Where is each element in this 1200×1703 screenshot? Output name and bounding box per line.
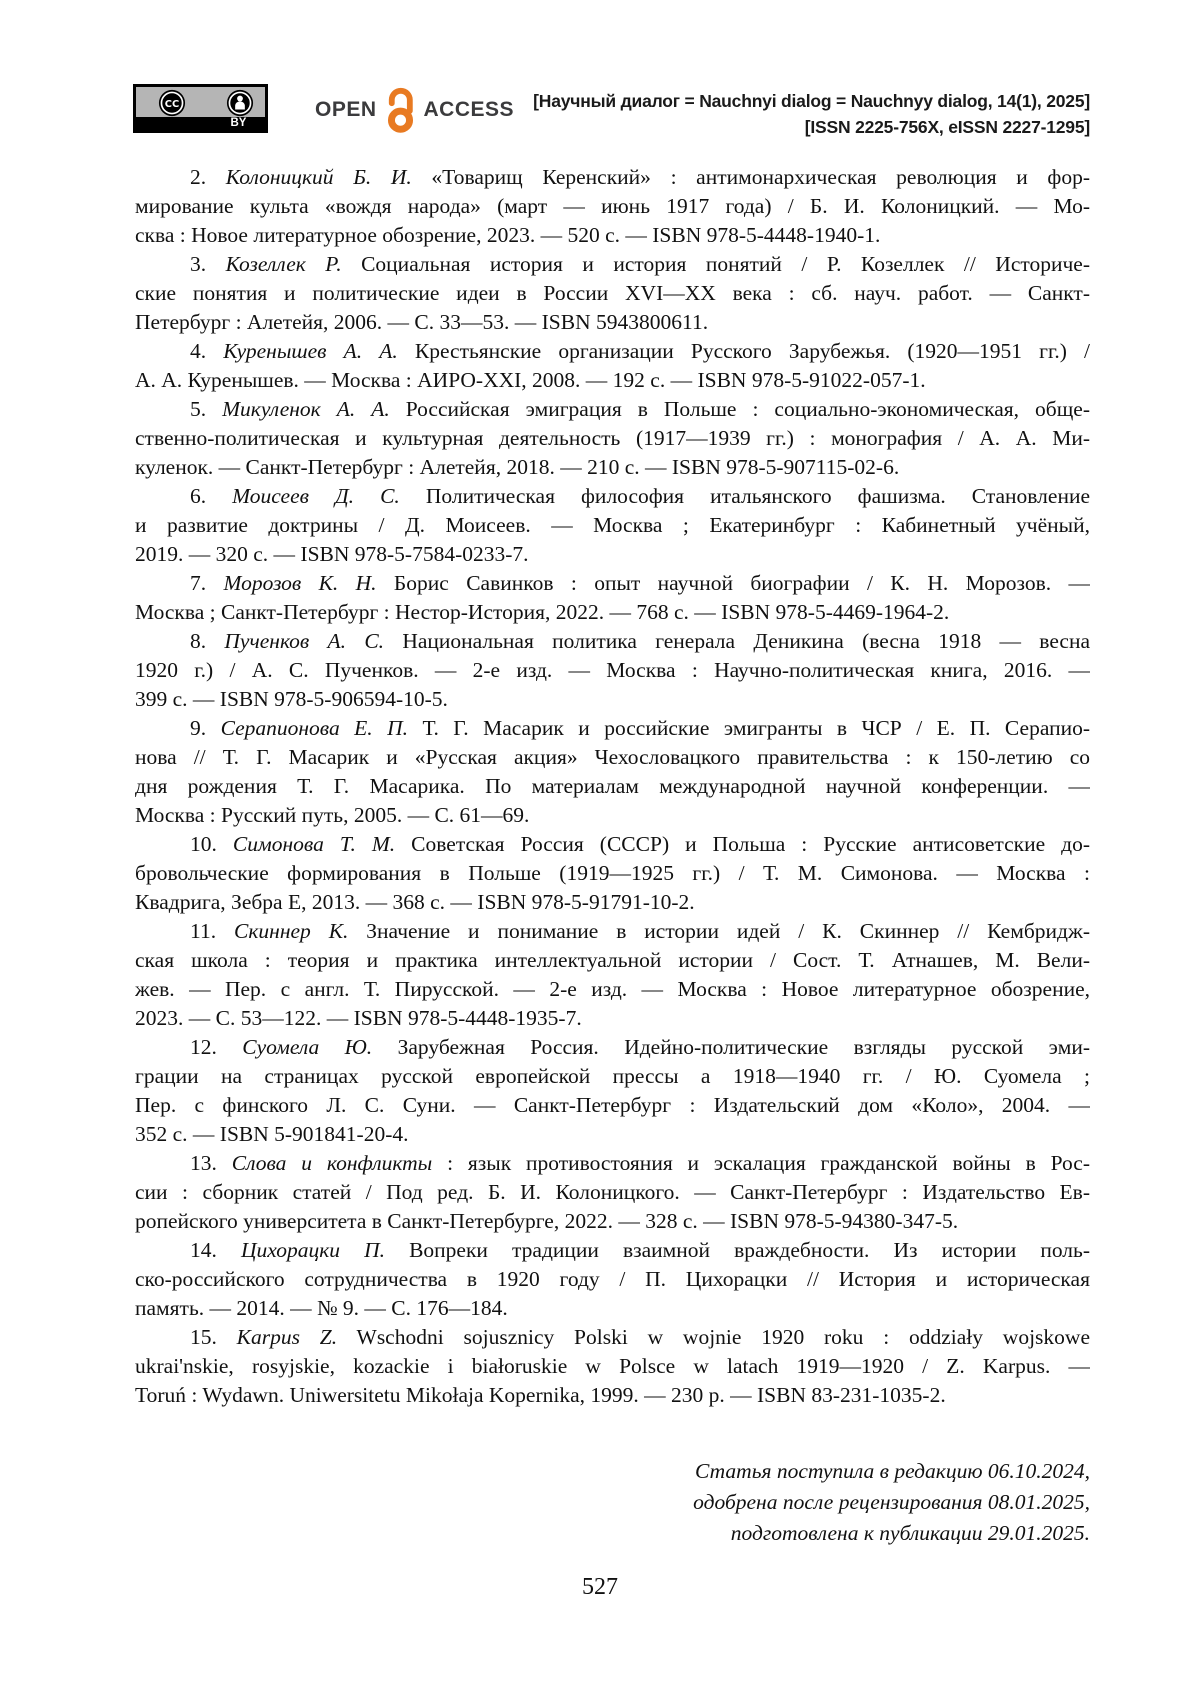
reference-line: жев. — Пер. с англ. Т. Пирусской. — 2-е изд. — Москва : Новое литературное обозрение, xyxy=(135,977,1090,1001)
reference-line xyxy=(135,1033,1090,1062)
reference-author: Серапионова Е. П. xyxy=(220,716,409,740)
reference-author: Моисеев Д. С. xyxy=(232,484,400,508)
reference-entry xyxy=(135,1323,1090,1410)
reference-line: куленок. — Санкт-Петербург : Алетейя, 2018. — 210 с. — ISBN 978-5-907115-02-6. xyxy=(135,455,900,479)
cc-circle-icon xyxy=(158,89,186,117)
reference-entry xyxy=(135,482,1090,569)
article-dates xyxy=(135,1456,1090,1549)
reference-author: Козеллек Р. xyxy=(225,252,342,276)
reference-line: Пер. с финского Л. С. Суни. — Санкт-Петербург : Издательский дом «Коло», 2004. — xyxy=(135,1093,1090,1117)
reference-line: и развитие доктрины / Д. Моисеев. — Москва ; Екатеринбург : Кабинетный учёный, xyxy=(135,513,1090,537)
reference-line xyxy=(135,714,1090,743)
reference-line xyxy=(135,482,1090,511)
reference-author: Куренышев А. А. xyxy=(223,339,398,363)
reference-line: Toruń : Wydawn. Uniwersitetu Mikołaja Kopernika, 1999. — 230 p. — ISBN 83-231-1035-2. xyxy=(135,1383,946,1407)
reference-text: Российская эмиграция в Польше : социально-экономическая, обще- xyxy=(389,397,1090,421)
reference-author: Слова и конфликты xyxy=(231,1151,433,1175)
reference-line: ско-российского сотрудничества в 1920 году / П. Цихорацки // История и историческая xyxy=(135,1267,1090,1291)
reference-number: 7. xyxy=(190,571,224,595)
reference-line xyxy=(135,337,1090,366)
reference-text: «Товарищ Керенский» : антимонархическая революция и фор- xyxy=(411,165,1090,189)
reference-line xyxy=(135,917,1090,946)
reference-number: 14. xyxy=(190,1238,241,1262)
reference-line: сии : сборник статей / Под ред. Б. И. Колоницкого. — Санкт-Петербург : Издательство Ев- xyxy=(135,1180,1090,1204)
reference-line xyxy=(135,1323,1090,1352)
open-padlock-icon xyxy=(384,87,417,133)
cc-badge-icons xyxy=(136,89,265,117)
reference-line: 399 с. — ISBN 978-5-906594-10-5. xyxy=(135,687,448,711)
page-number: 527 xyxy=(582,1574,618,1600)
reference-line xyxy=(135,830,1090,859)
person-icon xyxy=(226,89,254,117)
reference-text: Национальная политика генерала Деникина (весна 1918 — весна xyxy=(384,629,1090,653)
reference-line: мирование культа «вождя народа» (март — июнь 1917 года) / Б. И. Колоницкий. — Мо- xyxy=(135,194,1090,218)
reference-entry xyxy=(135,337,1090,395)
cc-by-license-badge xyxy=(133,84,268,133)
reference-line xyxy=(135,1149,1090,1178)
reference-author: Морозов К. Н. xyxy=(223,571,377,595)
reference-author: Симонова Т. М. xyxy=(232,832,396,856)
reference-author: Скиннер К. xyxy=(234,919,349,943)
reference-number: 9. xyxy=(190,716,221,740)
reference-line: Петербург : Алетейя, 2006. — С. 33—53. — ISBN 5943800611. xyxy=(135,310,709,334)
reference-entry xyxy=(135,714,1090,830)
reference-line: ропейского университета в Санкт-Петербурге, 2022. — 328 с. — ISBN 978-5-94380-347-5. xyxy=(135,1209,959,1233)
reference-line xyxy=(135,395,1090,424)
reference-line: 2023. — С. 53—122. — ISBN 978-5-4448-1935-7. xyxy=(135,1006,582,1030)
reference-line xyxy=(135,627,1090,656)
reference-text: Советская Россия (СССР) и Польша : Русские антисоветские до- xyxy=(395,832,1090,856)
open-access-logo xyxy=(315,86,514,134)
reference-author: Микуленок А. А. xyxy=(222,397,390,421)
reference-text: Вопреки традиции взаимной враждебности. Из истории поль- xyxy=(385,1238,1090,1262)
reference-number: 4. xyxy=(190,339,224,363)
journal-header xyxy=(533,88,1090,140)
reference-line: нова // Т. Г. Масарик и «Русская акция» Чехословацкого правительства : к 150-летию со xyxy=(135,745,1090,769)
reference-number: 15. xyxy=(190,1325,237,1349)
date-received: Статья поступила в редакцию 06.10.2024, xyxy=(694,1459,1090,1483)
reference-text: Значение и понимание в истории идей / К. Скиннер // Кембридж- xyxy=(348,919,1090,943)
reference-entry xyxy=(135,569,1090,627)
open-access-word-open: OPEN xyxy=(315,98,377,121)
reference-author: Колоницкий Б. И. xyxy=(225,165,412,189)
reference-number: 3. xyxy=(190,252,226,276)
references-list xyxy=(135,163,1090,1410)
reference-text: Борис Савинков : опыт научной биографии / К. Н. Морозов. — xyxy=(376,571,1090,595)
reference-line: Москва ; Санкт-Петербург : Нестор-История, 2022. — 768 с. — ISBN 978-5-4469-1964-2. xyxy=(135,600,950,624)
date-approved: одобрена после рецензирования 08.01.2025, xyxy=(693,1490,1090,1514)
date-prepared: подготовлена к публикации 29.01.2025. xyxy=(730,1521,1090,1545)
reference-number: 5. xyxy=(190,397,223,421)
reference-line: Москва : Русский путь, 2005. — С. 61—69. xyxy=(135,803,530,827)
reference-number: 10. xyxy=(190,832,233,856)
reference-line: ские понятия и политические идеи в России XVI—XX века : сб. науч. работ. — Санкт- xyxy=(135,281,1090,305)
journal-issn-line: [ISSN 2225-756X, eISSN 2227-1295] xyxy=(804,117,1090,137)
reference-number: 12. xyxy=(190,1035,243,1059)
reference-entry xyxy=(135,250,1090,337)
reference-line xyxy=(135,569,1090,598)
reference-author: Karpus Z. xyxy=(236,1325,338,1349)
reference-entry xyxy=(135,1033,1090,1149)
reference-text: Т. Г. Масарик и российские эмигранты в ЧСР / Е. П. Серапио- xyxy=(408,716,1090,740)
reference-text: Крестьянские организации Русского Зарубежья. (1920—1951 гг.) / xyxy=(397,339,1090,363)
reference-entry xyxy=(135,917,1090,1033)
reference-author: Цихорацки П. xyxy=(240,1238,386,1262)
reference-text: Зарубежная Россия. Идейно-политические взгляды русской эми- xyxy=(372,1035,1090,1059)
reference-entry xyxy=(135,1149,1090,1236)
reference-text: Социальная история и история понятий / Р. Козеллек // Историче- xyxy=(341,252,1090,276)
open-access-word-access: ACCESS xyxy=(423,98,515,121)
reference-line: ская школа : теория и практика интеллектуальной истории / Сост. Т. Атнашев, М. Вели- xyxy=(135,948,1090,972)
reference-number: 2. xyxy=(190,165,226,189)
reference-line: Квадрига, Зебра Е, 2013. — 368 с. — ISBN 978-5-91791-10-2. xyxy=(135,890,695,914)
reference-entry xyxy=(135,830,1090,917)
reference-line: ственно-политическая и культурная деятельность (1917—1939 гг.) : монография / А. А. Ми- xyxy=(135,426,1090,450)
license-code-label: BY xyxy=(136,117,265,130)
reference-line: 1920 г.) / А. С. Пученков. — 2-е изд. — Москва : Научно-политическая книга, 2016. — xyxy=(135,658,1090,682)
reference-line: 352 с. — ISBN 5-901841-20-4. xyxy=(135,1122,409,1146)
reference-number: 8. xyxy=(190,629,225,653)
reference-text: Wschodni sojusznicy Polski w wojnie 1920 roku : oddziały wojskowe xyxy=(337,1325,1090,1349)
reference-line: А. А. Куренышев. — Москва : АИРО-XXI, 2008. — 192 с. — ISBN 978-5-91022-057-1. xyxy=(135,368,926,392)
reference-line: ukrai'nskie, rosyjskie, kozackie i białoruskie w Polsce w latach 1919—1920 / Z. Karpus. — xyxy=(135,1354,1090,1378)
reference-line xyxy=(135,1236,1090,1265)
journal-title-line: [Научный диалог = Nauchnyi dialog = Nauchnyy dialog, 14(1), 2025] xyxy=(533,91,1090,111)
reference-line xyxy=(135,250,1090,279)
svg-text:CC: CC xyxy=(164,99,180,111)
reference-line: бровольческие формирования в Польше (1919—1925 гг.) / Т. М. Симонова. — Москва : xyxy=(135,861,1090,885)
reference-line: грации на страницах русской европейской прессы а 1918—1940 гг. / Ю. Суомела ; xyxy=(135,1064,1090,1088)
reference-entry xyxy=(135,1236,1090,1323)
reference-line xyxy=(135,163,1090,192)
reference-line: 2019. — 320 с. — ISBN 978-5-7584-0233-7. xyxy=(135,542,529,566)
reference-number: 11. xyxy=(190,919,234,943)
reference-number: 6. xyxy=(190,484,233,508)
reference-line: память. — 2014. — № 9. — С. 176—184. xyxy=(135,1296,508,1320)
reference-line: сква : Новое литературное обозрение, 2023. — 520 с. — ISBN 978-5-4448-1940-1. xyxy=(135,223,881,247)
reference-author: Суомела Ю. xyxy=(242,1035,373,1059)
reference-text: : язык противостояния и эскалация гражданской войны в Рос- xyxy=(432,1151,1090,1175)
reference-number: 13. xyxy=(190,1151,232,1175)
reference-author: Пученков А. С. xyxy=(224,629,385,653)
reference-text: Политическая философия итальянского фашизма. Становление xyxy=(399,484,1090,508)
reference-line: дня рождения Т. Г. Масарика. По материалам международной научной конференции. — xyxy=(135,774,1090,798)
reference-entry xyxy=(135,163,1090,250)
reference-entry xyxy=(135,627,1090,714)
reference-entry xyxy=(135,395,1090,482)
